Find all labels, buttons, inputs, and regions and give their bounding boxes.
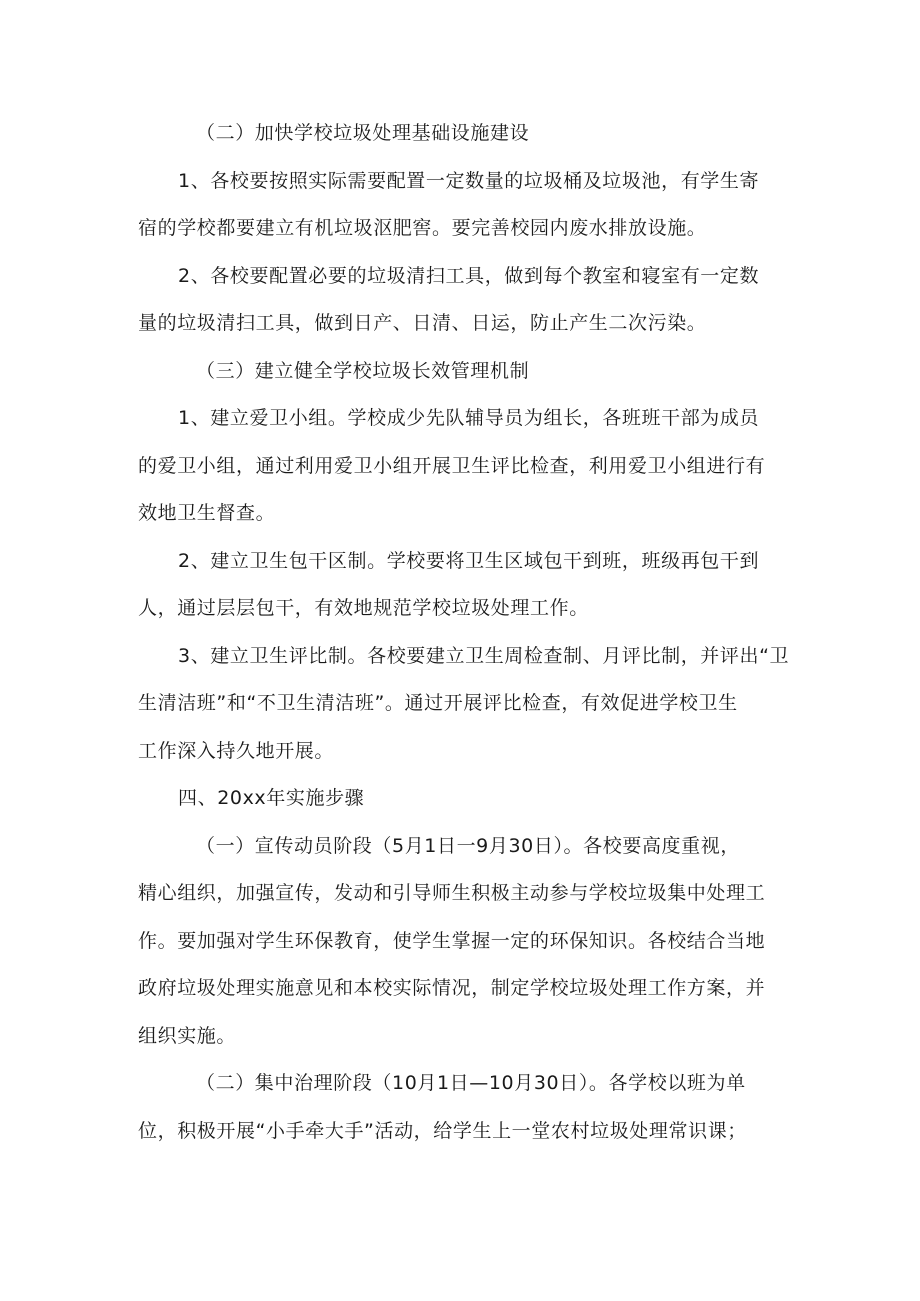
paragraph-line: 1、建立爱卫小组。学校成少先队辅导员为组长，各班班干部为成员 — [178, 407, 760, 429]
paragraph-line: 生清洁班”和“不卫生清洁班”。通过开展评比检查，有效促进学校卫生 — [138, 692, 738, 714]
paragraph-line: （二）集中治理阶段（10月1日—10月30日）。各学校以班为单 — [196, 1072, 746, 1094]
paragraph-line: 量的垃圾清扫工具，做到日产、日清、日运，防止产生二次污染。 — [138, 312, 707, 334]
paragraph-line: 效地卫生督查。 — [138, 502, 276, 524]
section-heading-infrastructure: （二）加快学校垃圾处理基础设施建设 — [196, 122, 530, 144]
document-body — [138, 110, 788, 1155]
paragraph-line: 精心组织，加强宣传，发动和引导师生积极主动参与学校垃圾集中处理工 — [138, 882, 766, 904]
paragraph-line: 2、各校要配置必要的垃圾清扫工具，做到每个教室和寝室有一定数 — [178, 264, 760, 287]
section-heading-steps: 四、20xx年实施步骤 — [178, 787, 365, 809]
paragraph-line: 政府垃圾处理实施意见和本校实际情况，制定学校垃圾处理工作方案，并 — [138, 977, 766, 999]
paragraph-line: 1、各校要按照实际需要配置一定数量的垃圾桶及垃圾池，有学生寄 — [178, 169, 760, 192]
paragraph-line: 宿的学校都要建立有机垃圾沤肥窖。要完善校园内废水排放设施。 — [138, 217, 707, 239]
paragraph-line: 作。要加强对学生环保教育，使学生掌握一定的环保知识。各校结合当地 — [138, 929, 766, 952]
paragraph-line: 人，通过层层包干，有效地规范学校垃圾处理工作。 — [138, 597, 589, 619]
paragraph-line: 的爱卫小组，通过利用爱卫小组开展卫生评比检查，利用爱卫小组进行有 — [138, 454, 766, 477]
paragraph-line: 2、建立卫生包干区制。学校要将卫生区域包干到班，班级再包干到 — [178, 549, 760, 572]
paragraph-line: 组织实施。 — [138, 1024, 237, 1047]
paragraph-line: 3、建立卫生评比制。各校要建立卫生周检查制、月评比制，并评出“卫 — [178, 644, 790, 667]
paragraph-line: 工作深入持久地开展。 — [138, 739, 335, 762]
section-heading-mechanism: （三）建立健全学校垃圾长效管理机制 — [196, 359, 530, 382]
paragraph-line: （一）宣传动员阶段（5月1日一9月30日）。各校要高度重视， — [196, 834, 740, 857]
paragraph-line: 位，积极开展“小手牵大手”活动，给学生上一堂农村垃圾处理常识课； — [138, 1119, 747, 1142]
